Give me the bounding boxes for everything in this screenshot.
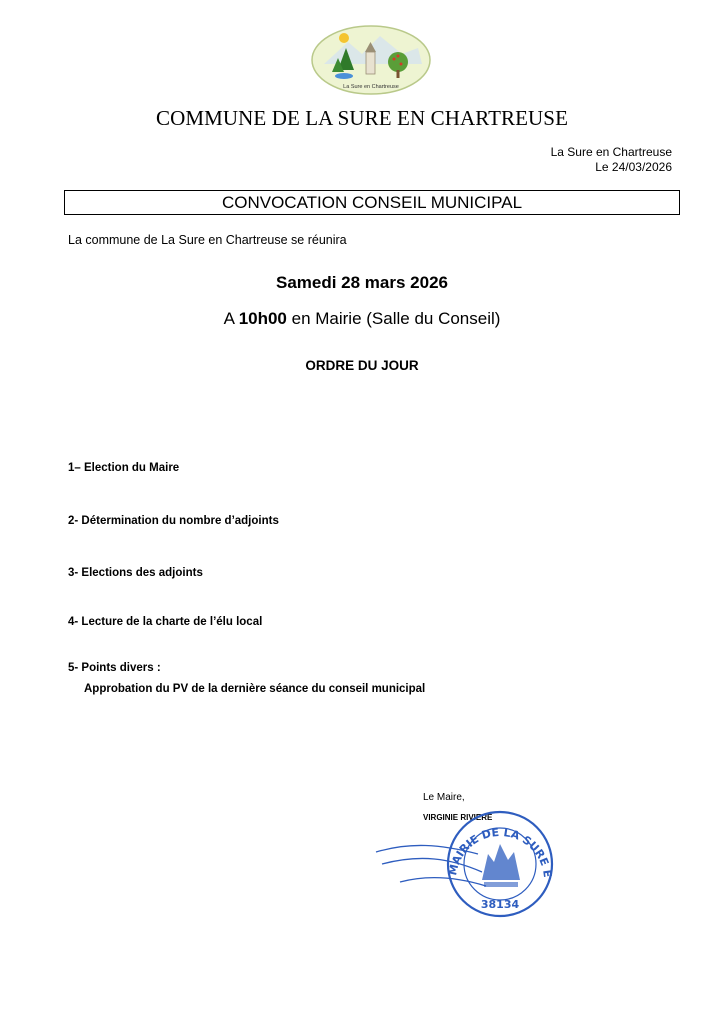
place-date-block xyxy=(551,145,672,175)
sun-icon xyxy=(339,33,349,43)
time-prefix: A xyxy=(223,309,239,328)
agenda-item: 5- Points divers : xyxy=(68,662,161,674)
mayor-name: VIRGINIE RIVIERE xyxy=(423,813,493,822)
stamp-emblem-icon xyxy=(482,844,520,880)
commune-title: COMMUNE DE LA SURE EN CHARTREUSE xyxy=(155,106,569,130)
stamp-text: MAIRIE DE LA SURE E xyxy=(446,825,555,879)
agenda-item: 2- Détermination du nombre d’adjoints xyxy=(68,515,279,527)
place-text: La Sure en Chartreuse xyxy=(550,145,672,159)
mayor-label: Le Maire, xyxy=(423,792,465,803)
agenda-title: ORDRE DU JOUR xyxy=(305,358,419,373)
church-icon xyxy=(366,52,375,74)
stamp-code: 38134 xyxy=(480,898,520,911)
mairie-stamp xyxy=(370,782,560,932)
logo-caption: La Sure en Chartreuse xyxy=(343,84,399,90)
meeting-time-line xyxy=(0,309,724,329)
date-text: Le 24/03/2026 xyxy=(595,160,672,174)
convocation-title: CONVOCATION CONSEIL MUNICIPAL xyxy=(221,193,523,212)
intro-text: La commune de La Sure en Chartreuse se réunira xyxy=(68,233,347,247)
agenda-item: 3- Elections des adjoints xyxy=(68,567,203,579)
agenda-sub-item: Approbation du PV de la dernière séance du conseil municipal xyxy=(84,683,426,695)
meeting-time: 10h00 xyxy=(238,309,287,328)
commune-logo xyxy=(310,24,432,96)
agenda-item: 1– Election du Maire xyxy=(68,462,180,474)
convocation-title-box xyxy=(64,190,680,215)
agenda-item: 4- Lecture de la charte de l’élu local xyxy=(68,616,263,628)
meeting-date: Samedi 28 mars 2026 xyxy=(275,273,448,292)
meeting-location: en Mairie (Salle du Conseil) xyxy=(286,309,501,328)
